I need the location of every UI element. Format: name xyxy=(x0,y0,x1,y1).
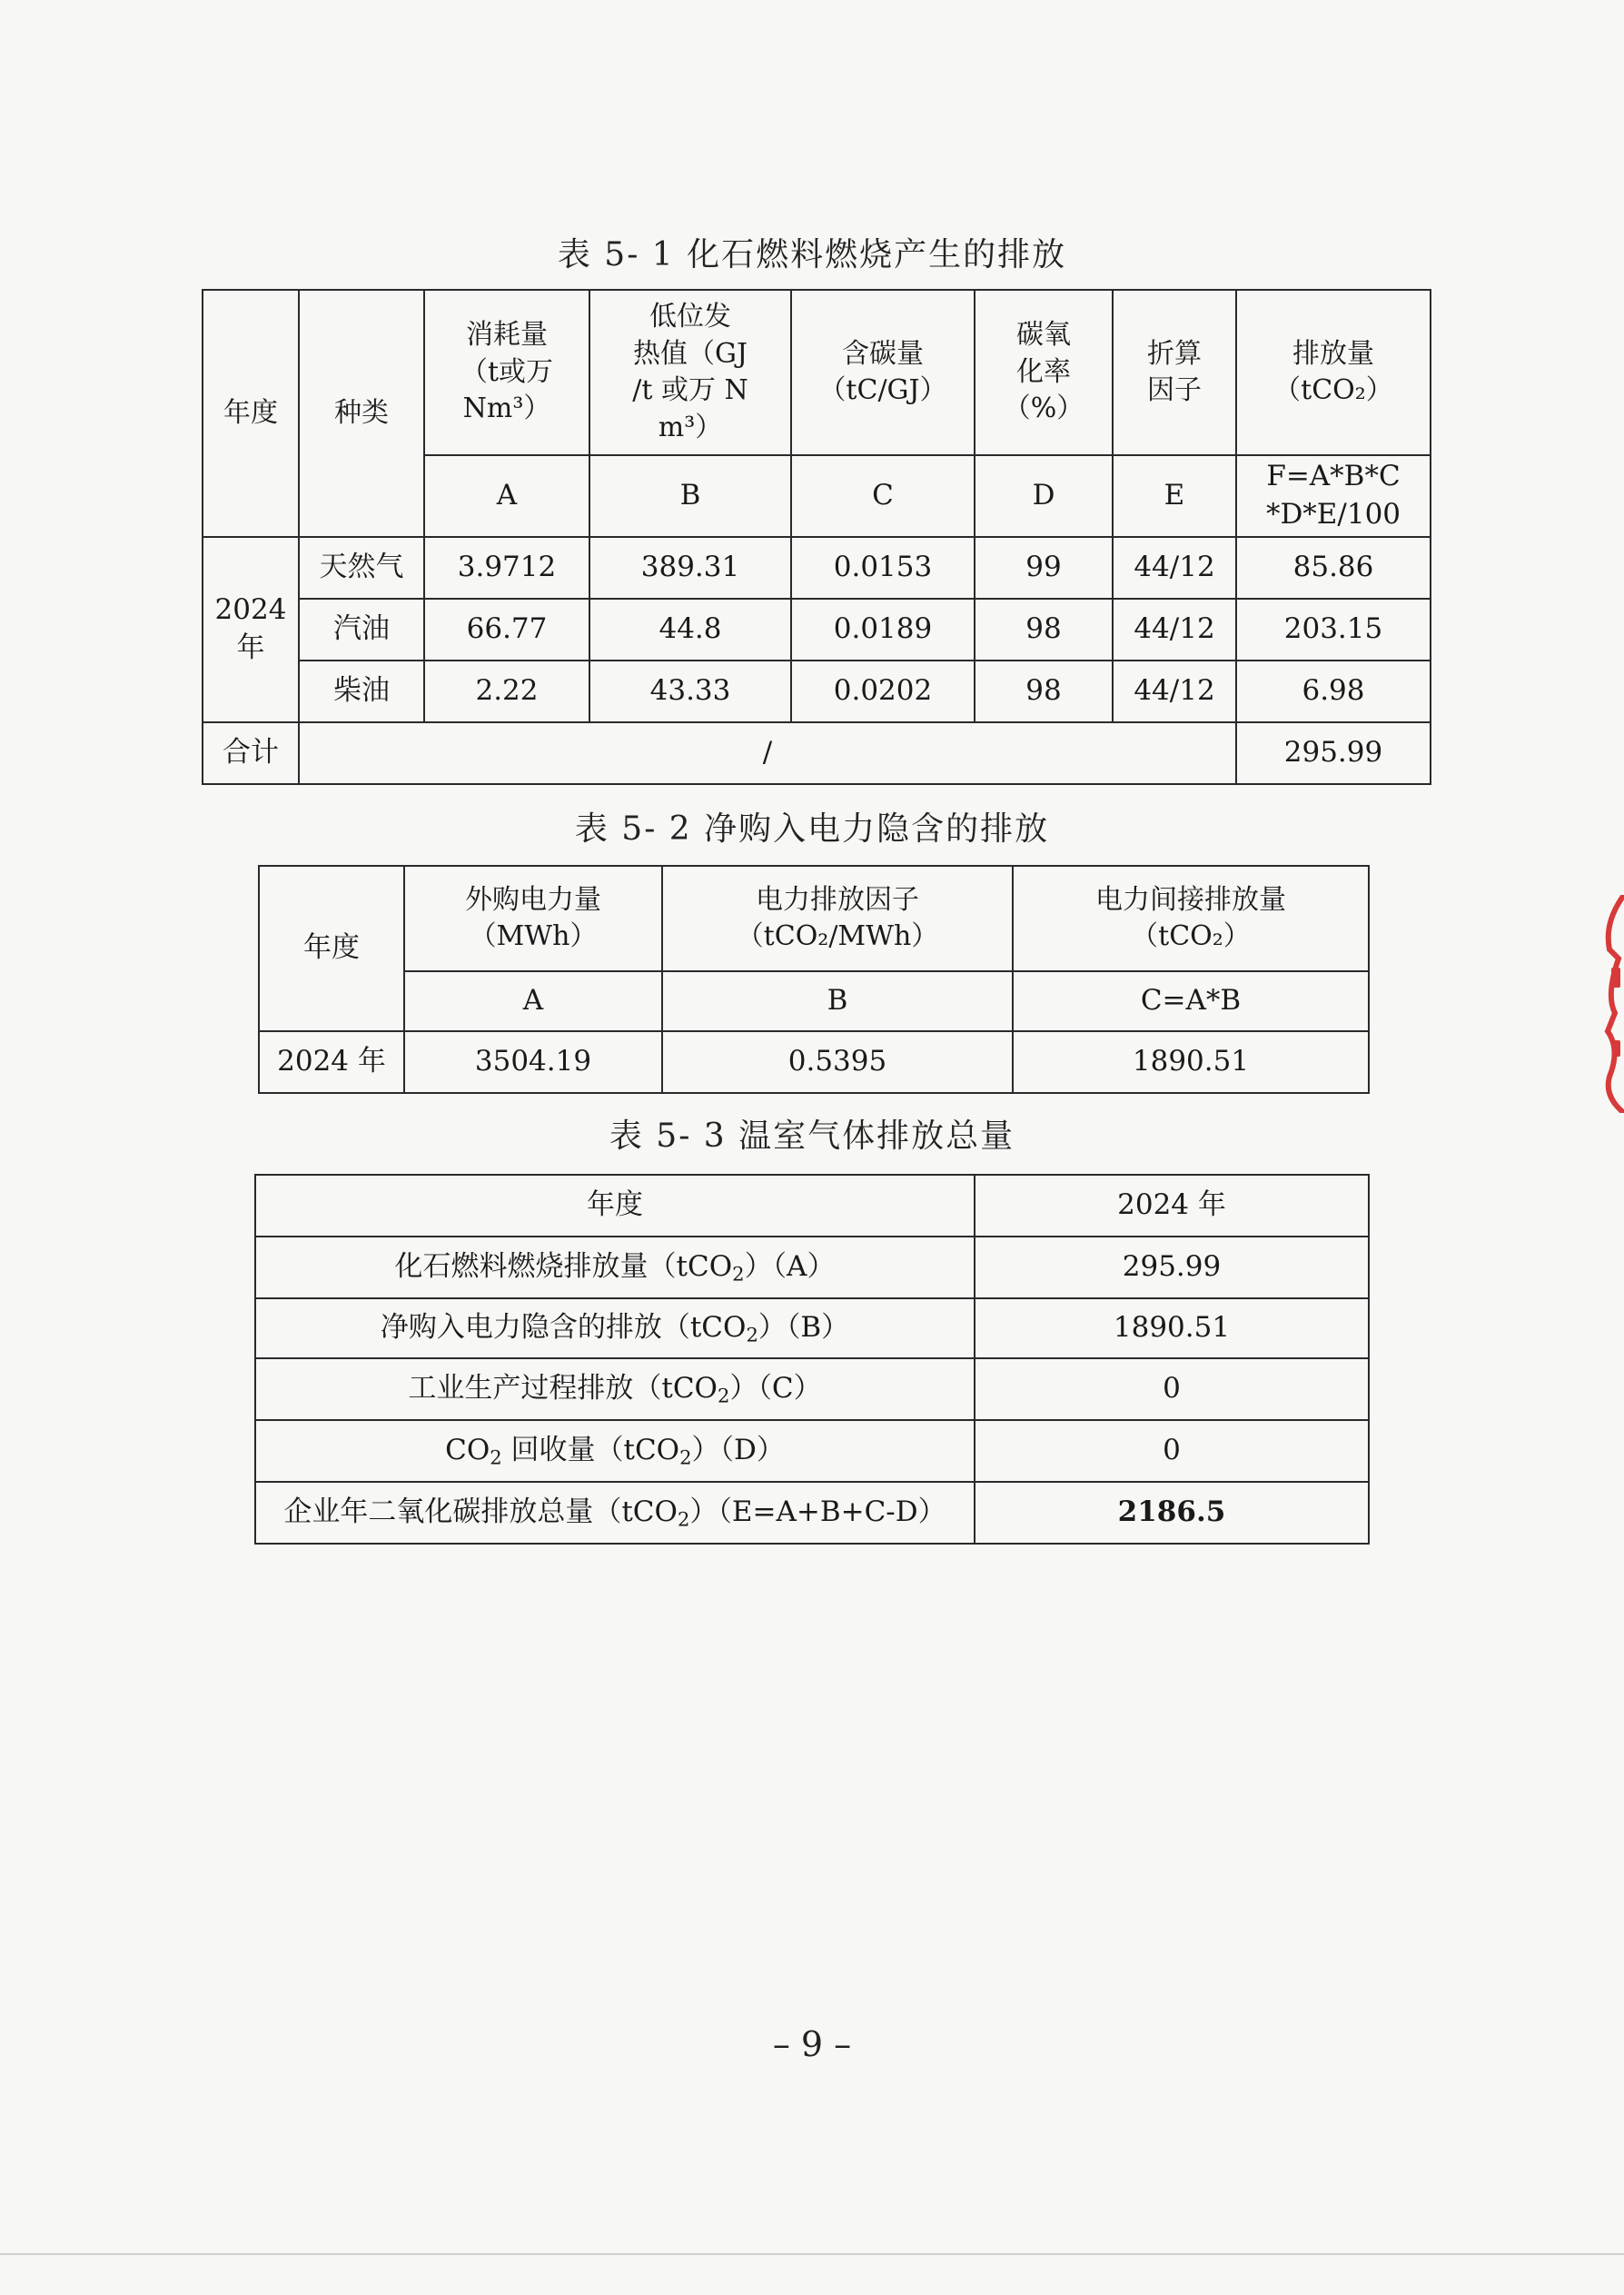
header-consumption: 消耗量 （t或万 Nm³） xyxy=(424,290,589,455)
letter-b: B xyxy=(589,455,791,537)
letter-d: D xyxy=(975,455,1113,537)
fossil-fuel-table xyxy=(202,289,1431,785)
electricity-table xyxy=(258,865,1370,1094)
cell: 85.86 xyxy=(1236,537,1431,599)
header-ncv: 低位发 热值（GJ /t 或万 N m³） xyxy=(589,290,791,455)
cell: 203.15 xyxy=(1236,599,1431,661)
cell: 2024 年 xyxy=(259,1031,404,1093)
fuel-name: 柴油 xyxy=(299,661,424,722)
letter-b: B xyxy=(662,971,1013,1031)
cell: 389.31 xyxy=(589,537,791,599)
letter-e: E xyxy=(1113,455,1236,537)
cell: 44/12 xyxy=(1113,537,1236,599)
table-row xyxy=(255,1298,1369,1358)
header-year: 年度 xyxy=(203,290,299,537)
total-label: 合计 xyxy=(203,722,299,784)
cell: 3504.19 xyxy=(404,1031,662,1093)
cell: 98 xyxy=(975,661,1113,722)
bottom-rule xyxy=(0,2253,1624,2255)
cell: 295.99 xyxy=(975,1237,1369,1298)
table-row xyxy=(259,1031,1369,1093)
cell: 0.5395 xyxy=(662,1031,1013,1093)
seal-stamp-icon xyxy=(1600,895,1624,1113)
letter-a: A xyxy=(404,971,662,1031)
table3-caption: 表 5- 3 温室气体排放总量 xyxy=(609,1118,1015,1155)
header-year: 年度 xyxy=(259,866,404,1031)
header-purchased-electricity: 外购电力量 （MWh） xyxy=(404,866,662,971)
cell: 0 xyxy=(975,1420,1369,1482)
table-row xyxy=(255,1358,1369,1420)
header-indirect-emission: 电力间接排放量 （tCO₂） xyxy=(1013,866,1369,971)
row-label: 工业生产过程排放（tCO$_2$）（C） xyxy=(255,1358,975,1420)
cell: 43.33 xyxy=(589,661,791,722)
table-row xyxy=(203,599,1431,661)
cell: 66.77 xyxy=(424,599,589,661)
total-row xyxy=(203,722,1431,784)
cell: 0.0202 xyxy=(791,661,975,722)
header-oxidation-rate: 碳氧 化率 （%） xyxy=(975,290,1113,455)
letter-c-formula: C=A*B xyxy=(1013,971,1369,1031)
cell: 0.0189 xyxy=(791,599,975,661)
year-2024: 2024 年 xyxy=(203,537,299,722)
total-value: 295.99 xyxy=(1236,722,1431,784)
cell: 98 xyxy=(975,599,1113,661)
total-emission-table xyxy=(254,1174,1370,1545)
letter-a: A xyxy=(424,455,589,537)
cell: 1890.51 xyxy=(1013,1031,1369,1093)
row-label: $CO_2$ 回收量（tCO$_2$）（D） xyxy=(255,1420,975,1482)
letter-c: C xyxy=(791,455,975,537)
row-label: 化石燃料燃烧排放量（tCO$_2$）（A） xyxy=(255,1237,975,1298)
header-carbon-content: 含碳量 （tC/GJ） xyxy=(791,290,975,455)
row-label: 净购入电力隐含的排放（tCO$_2$）（B） xyxy=(255,1298,975,1358)
cell: 2.22 xyxy=(424,661,589,722)
fuel-name: 汽油 xyxy=(299,599,424,661)
table1-caption: 表 5- 1 化石燃料燃烧产生的排放 xyxy=(557,236,1067,273)
cell: 0 xyxy=(975,1358,1369,1420)
cell: 44/12 xyxy=(1113,661,1236,722)
total-placeholder: / xyxy=(299,722,1236,784)
table-row xyxy=(255,1482,1369,1544)
header-emission: 排放量 （tCO₂） xyxy=(1236,290,1431,455)
cell: 99 xyxy=(975,537,1113,599)
fuel-name: 天然气 xyxy=(299,537,424,599)
table-row xyxy=(203,661,1431,722)
cell: 44/12 xyxy=(1113,599,1236,661)
table2-caption: 表 5- 2 净购入电力隐含的排放 xyxy=(574,810,1050,848)
header-type: 种类 xyxy=(299,290,424,537)
grand-total-value: 2186.5 xyxy=(975,1482,1369,1544)
page-number: – 9 – xyxy=(772,2024,852,2064)
header-year: 年度 xyxy=(255,1175,975,1237)
cell: 0.0153 xyxy=(791,537,975,599)
letter-f-formula: F=A*B*C *D*E/100 xyxy=(1236,455,1431,537)
cell: 6.98 xyxy=(1236,661,1431,722)
cell: 1890.51 xyxy=(975,1298,1369,1358)
table-row xyxy=(255,1420,1369,1482)
header-2024: 2024 年 xyxy=(975,1175,1369,1237)
cell: 44.8 xyxy=(589,599,791,661)
cell: 3.9712 xyxy=(424,537,589,599)
row-label: 企业年二氧化碳排放总量（tCO$_2$）（E=A+B+C-D） xyxy=(255,1482,975,1544)
table-row xyxy=(203,537,1431,599)
header-emission-factor: 电力排放因子 （tCO₂/MWh） xyxy=(662,866,1013,971)
table-row xyxy=(255,1237,1369,1298)
header-conversion-factor: 折算 因子 xyxy=(1113,290,1236,455)
